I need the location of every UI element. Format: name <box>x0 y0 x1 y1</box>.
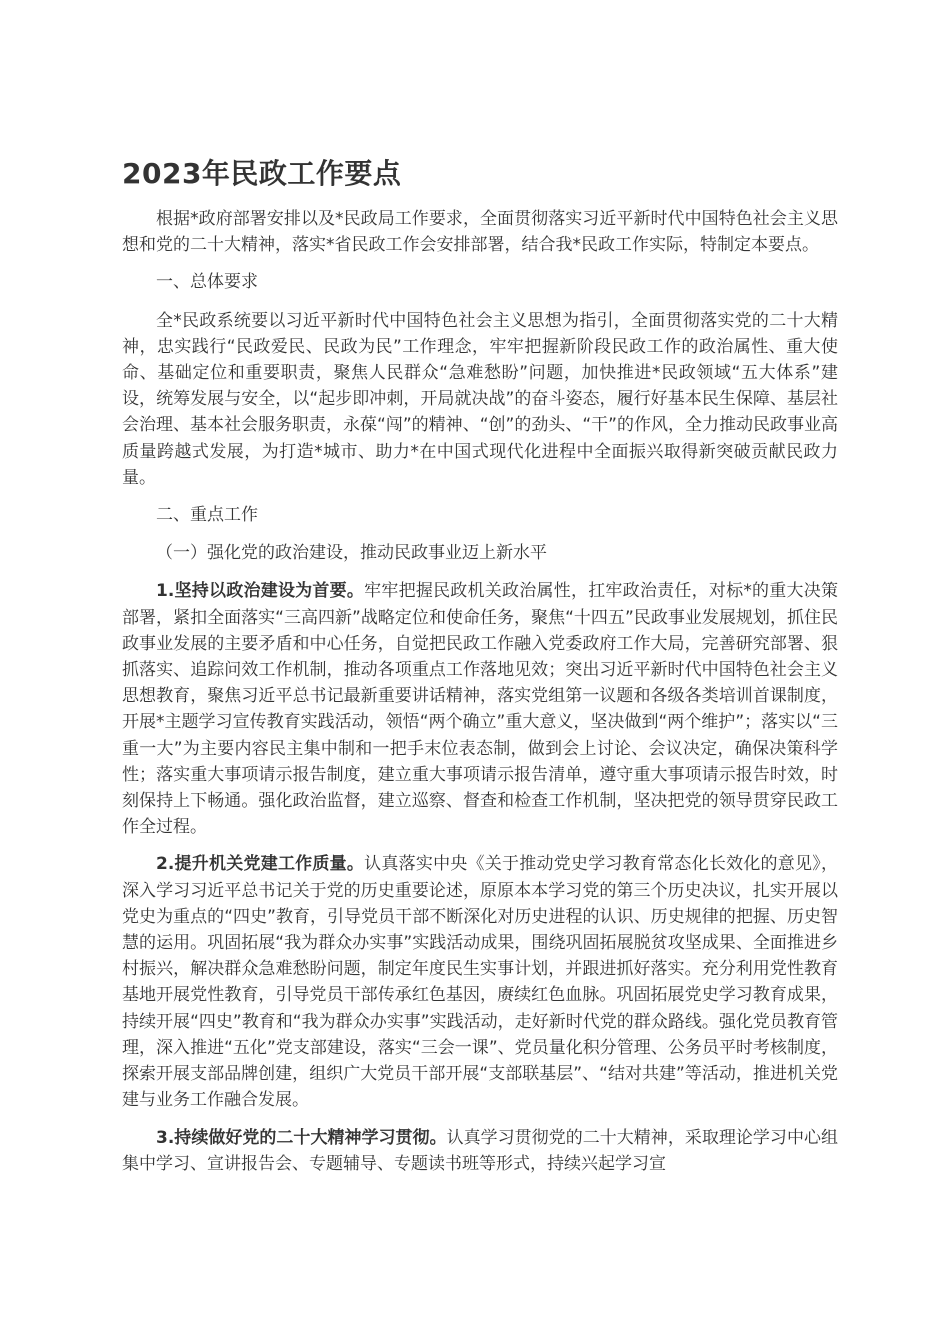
work-item-2 <box>122 851 838 1113</box>
work-item-3-text: 认真学习贯彻党的二十大精神，采取理论学习中心组集中学习、宣讲报告会、专题辅导、专题读书班等形式，持续兴起学习宣 <box>122 1127 838 1174</box>
subsection-heading-party-building: （一）强化党的政治建设，推动民政事业迈上新水平 <box>156 543 547 564</box>
work-item-1-text: 牢牢把握民政机关政治属性，扛牢政治责任，对标*的重大决策部署，紧扣全面落实“三高四新”战略定位和使命任务，聚焦“十四五”民政事业发展规划，抓住民政事业发展的主要矛盾和中心任务，自觉把民政工作融入党委政府工作大局，完善研究部署、狠抓落实、追踪问效工作机制，推动各项重点工作落地见效；突出习近平新时代中国特色社会主义思想教育，聚焦习近平总书记最新重要讲话精神，落实党组第一议题和各级各类培训首课制度，开展*主题学习宣传教育实践活动，领悟“两个确立”重大意义，坚决做到“两个维护”；落实以“三重一大”为主要内容民主集中制和一把手末位表态制，做到会上讨论、会议决定，确保决策科学性；落实重大事项请示报告制度，建立重大事项请示报告清单，遵守重大事项请示报告时效，时刻保持上下畅通。强化政治监督，建立巡察、督查和检查工作机制，坚决把党的领导贯穿民政工作全过程。 <box>122 581 838 838</box>
work-item-3 <box>122 1125 838 1177</box>
work-item-2-text: 认真落实中央《关于推动党史学习教育常态化长效化的意见》，深入学习习近平总书记关于党的历史重要论述，原原本本学习党的第三个历史决议，扎实开展以党史为重点的“四史”教育，引导党员干部不断深化对历史进程的认识、历史规律的把握、历史智慧的运用。巩固拓展“我为群众办实事”实践活动成果，围绕巩固拓展脱贫攻坚成果、全面推进乡村振兴，解决群众急难愁盼问题，制定年度民生实事计划，并跟进抓好落实。充分利用党性教育基地开展党性教育，引导党员干部传承红色基因，赓续红色血脉。巩固拓展党史学习教育成果，持续开展“四史”教育和“我为群众办实事”实践活动，走好新时代党的群众路线。强化党员教育管理，深入推进“五化”党支部建设，落实“三会一课”、党员量化积分管理、公务员平时考核制度，探索开展支部品牌创建，组织广大党员干部开展“支部联基层”、“结对共建”等活动，推进机关党建与业务工作融合发展。 <box>122 854 838 1111</box>
section-heading-general-requirements: 一、总体要求 <box>156 272 258 293</box>
document-body <box>122 206 838 1188</box>
document-title: 2023年民政工作要点 <box>122 157 402 190</box>
work-item-2-lead: 2.提升机关党建工作质量。 <box>156 854 365 875</box>
work-item-3-lead: 3.持续做好党的二十大精神学习贯彻。 <box>156 1127 447 1148</box>
work-item-1 <box>122 578 838 840</box>
section-heading-key-work: 二、重点工作 <box>156 505 258 526</box>
work-item-1-lead: 1.坚持以政治建设为首要。 <box>156 581 365 602</box>
intro-paragraph: 根据*政府部署安排以及*民政局工作要求，全面贯彻落实习近平新时代中国特色社会主义思想和党的二十大精神，落实*省民政工作会安排部署，结合我*民政工作实际，特制定本要点。 <box>122 209 838 256</box>
general-requirements-paragraph: 全*民政系统要以习近平新时代中国特色社会主义思想为指引，全面贯彻落实党的二十大精神，忠实践行“民政爱民、民政为民”工作理念，牢牢把握新阶段民政工作的政治属性、重大使命、基础定位和重要职责，聚焦人民群众“急难愁盼”问题，加快推进*民政领域“五大体系”建设，统筹发展与安全，以“起步即冲刺，开局就决战”的奋斗姿态，履行好基本民生保障、基层社会治理、基本社会服务职责，永葆“闯”的精神、“创”的劲头、“干”的作风，全力推动民政事业高质量跨越式发展，为打造*城市、助力*在中国式现代化进程中全面振兴取得新突破贡献民政力量。 <box>122 310 838 488</box>
